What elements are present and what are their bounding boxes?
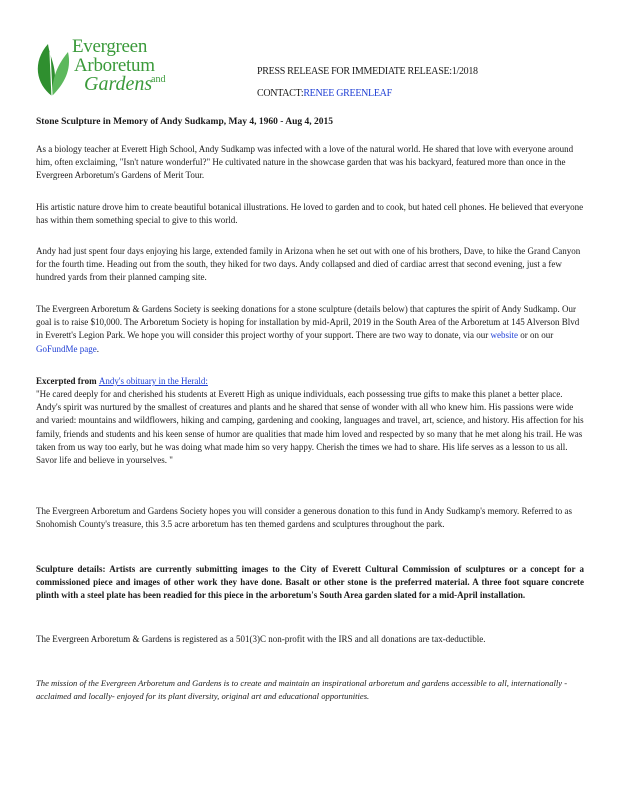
obituary-quote: "He cared deeply for and cherished his students at Everett High as unique individuals, each possessing true gifts to make this planet a better place. Andy's spirit was nurtured by the smallest of creatures and plants and he shared that sense of wonder with all who knew him. His passions were wide and varied: mountains and wildflowers, hiking and camping, gardening and cooking, languages and travel, art, science, and history. His affection for his family, friends and students and his keen sense of humor are qualities that made him loved and respected by so many that he met along his trail. He was taken from us way too early, but he was doing what made him so very happy. Cherish the times we had to share. His life serves as a lesson to us all. Savor life and believe in yourselves. "	[36, 389, 584, 466]
excerpt-label: Excerpted from	[36, 376, 99, 386]
press-release-date: 1/2018	[451, 66, 478, 77]
press-release-line	[257, 66, 478, 77]
paragraph-donations	[36, 303, 584, 356]
paragraph-sculpture-details: Sculpture details: Artists are currently submitting images to the City of Everett Cultural Commission of sculptures or a concept for a commissioned piece and images of other work they have done. Basalt or other stone is the preferred material. A three foot square concrete plinth with a steel plate has been readied for this piece in the arboretum's South Area garden slated for a mid-April installation.	[36, 564, 584, 601]
contact-line	[257, 88, 392, 99]
donations-text-end: .	[96, 343, 99, 354]
logo-line-and: and	[151, 74, 166, 85]
gofundme-link[interactable]: GoFundMe page	[36, 343, 97, 354]
obituary-link[interactable]: Andy's obituary in the Herald:	[98, 376, 208, 386]
logo-line-gardens: Gardens	[84, 73, 153, 95]
press-release-label: PRESS RELEASE FOR IMMEDIATE RELEASE:	[257, 66, 452, 77]
mission-statement: The mission of the Evergreen Arboretum and Gardens is to create and maintain an inspirational arboretum and gardens accessible to all, internationally -acclaimed and locally- enjoyed for its plant diversity, original art and educational opportunities.	[36, 678, 568, 701]
excerpt-heading	[36, 375, 584, 388]
paragraph-generous-donation: The Evergreen Arboretum and Gardens Society hopes you will consider a generous donation to this fund in Andy Sudkamp's memory. Referred to as Snohomish County's treasure, this 3.5 acre arboretum has ten themed gardens and sculptures throughout the park.	[36, 506, 573, 530]
logo-line-arboretum: Arboretum	[74, 55, 155, 76]
paragraph-biology-teacher: As a biology teacher at Everett High School, Andy Sudkamp was infected with a love of the natural world. He shared that love with everyone around him, often exclaiming, "Isn't nature wonderful?" He cultivated nature in the showcase garden that was his backyard, featured more than once in the Evergreen Arboretum's Gardens of Merit Tour.	[36, 144, 574, 181]
donations-text-mid: or on our	[517, 330, 554, 341]
contact-name: RENEE GREENLEAF	[303, 88, 392, 99]
paragraph-nonprofit: The Evergreen Arboretum & Gardens is registered as a 501(3)C non-profit with the IRS and all donations are tax-deductible.	[36, 634, 486, 644]
logo-line-evergreen: Evergreen	[72, 36, 148, 57]
leaf-logo-icon	[30, 40, 74, 98]
donations-text: The Evergreen Arboretum & Gardens Society is seeking donations for a stone sculpture (details below) that captures the spirit of Andy Sudkamp. Our goal is to raise $10,000. The Arboretum Society is hoping for installation by mid-April, 2019 in the South Area of the Arboretum at 145 Alverson Blvd in Everett's Legion Park. We hope you will consider this project worthy of your support. There are two way to donate, via our	[36, 304, 580, 341]
website-link[interactable]: website	[490, 330, 518, 341]
paragraph-grand-canyon: Andy had just spent four days enjoying his large, extended family in Arizona when he set out with one of his brothers, Dave, to hike the Grand Canyon for the fourth time. Heading out from the south, they hiked for two days. Andy collapsed and died of cardiac arrest that second evening, just a few hundred yards from their planned camping site.	[36, 246, 581, 283]
paragraph-artistic-nature: His artistic nature drove him to create beautiful botanical illustrations. He loved to garden and to cook, but hated cell phones. He believed that everyone has within them something special to give to this world.	[36, 202, 584, 226]
arboretum-logo	[30, 36, 190, 98]
contact-label: CONTACT:	[257, 88, 304, 99]
document-title: Stone Sculpture in Memory of Andy Sudkamp, May 4, 1960 - Aug 4, 2015	[36, 117, 333, 127]
